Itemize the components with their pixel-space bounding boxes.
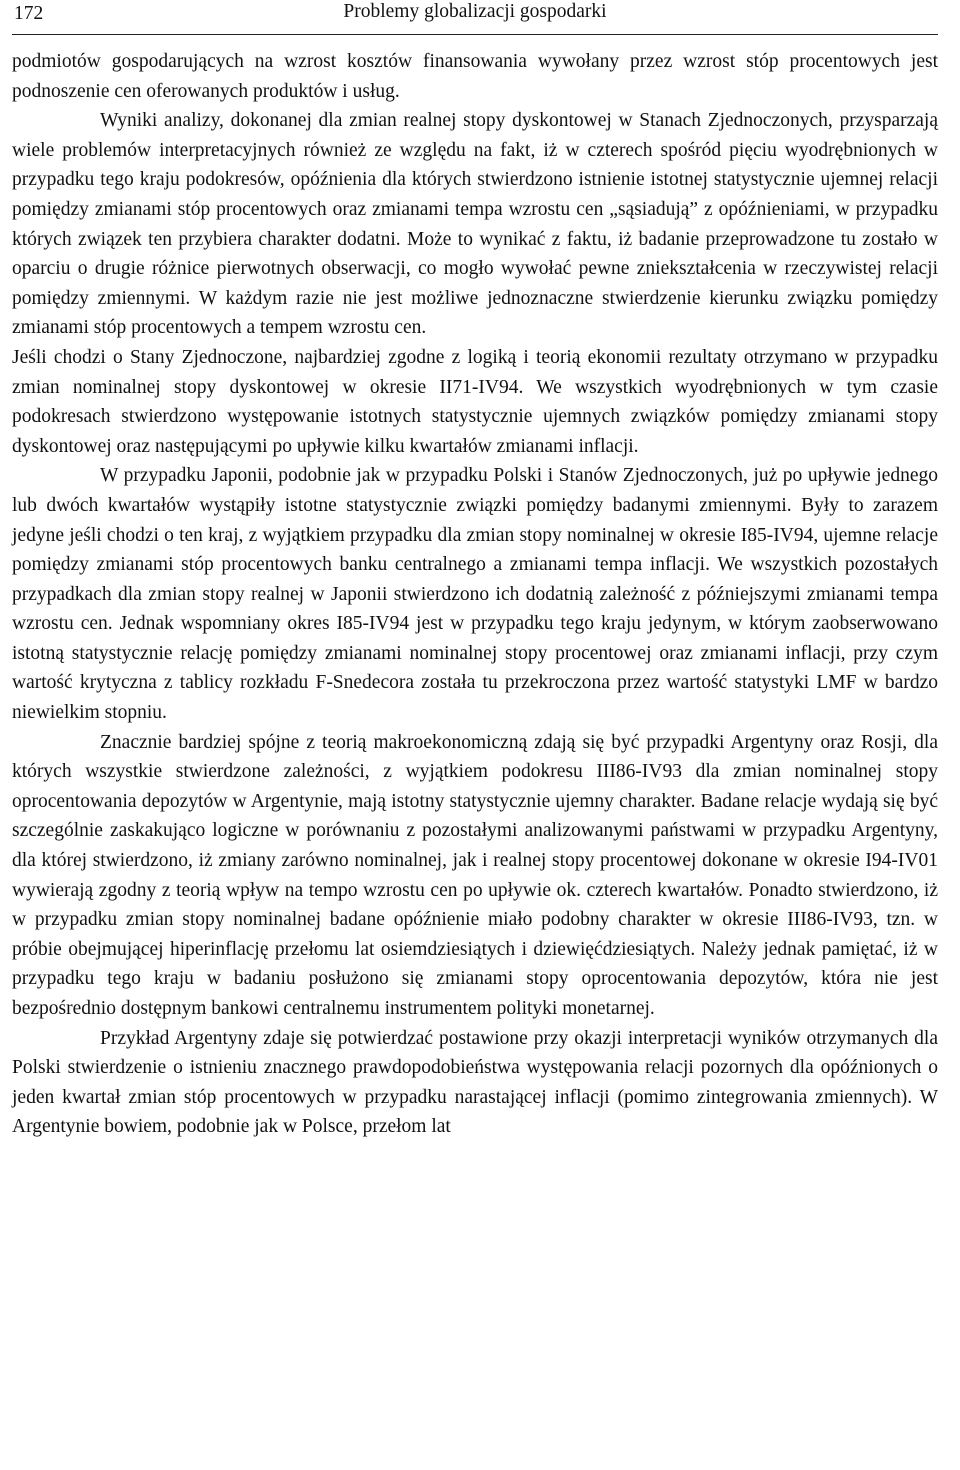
paragraph-5: Znacznie bardziej spójne z teorią makroekonomiczną zdają się być przypadki Argentyny oraz Rosji, dla których wszystkie stwierdzone zależności, z wyjątkiem podokresu III86-IV93 dla zmian nominalnej stopy oprocentowania depozytów w Argentynie, mają istotny statystycznie ujemny charakter. Badane relacje wydają się być szczególnie zaskakująco logiczne w porównaniu z pozostałymi analizowanymi państwami w przypadku Argentyny, dla której stwierdzono, iż zmiany zarówno nominalnej, jak i realnej stopy procentowej dokonane w okresie I94-IV01 wywierają zgodny z teorią wpływ na tempo wzrostu cen po upływie ok. czterech kwartałów. Ponadto stwierdzono, iż w przypadku zmian stopy nominalnej badane opóźnienie miało podobny charakter w okresie III86-IV93, tzn. w próbie obejmującej hiperinflację przełomu lat osiemdziesiątych i dziewięćdziesiątych. Należy jednak pamiętać, iż w przypadku tego kraju w badaniu posłużono się zmianami stopy oprocentowania depozytów, która nie jest bezpośrednio dostępnym bankowi centralnemu instrumentem polityki monetarnej. (12, 731, 938, 1019)
body-text (12, 35, 938, 1142)
page-number: 172 (14, 3, 44, 24)
paragraph-2: Wyniki analizy, dokonanej dla zmian realnej stopy dyskontowej w Stanach Zjednoczonych, przysparzają wiele problemów interpretacyjnych również ze względu na fakt, iż w czterech spośród pięciu wyodrębnionych w przypadku tego kraju podokresów, opóźnienia dla których stwierdzono istnienie istotnej statystycznie ujemnej relacji pomiędzy zmianami stóp procentowych oraz zmianami tempa wzrostu cen „sąsiadują” z opóźnieniami, w przypadku których związek ten przybiera charakter dodatni. Może to wynikać z faktu, iż badanie przeprowadzone tu zostało w oparciu o drugie różnice pierwotnych obserwacji, co mogło wywołać pewne zniekształcenia w rzeczywistej relacji pomiędzy zmiennymi. W każdym razie nie jest możliwe jednoznaczne stwierdzenie kierunku związku pomiędzy zmianami stóp procentowych a tempem wzrostu cen. (12, 110, 938, 339)
paragraph-6: Przykład Argentyny zdaje się potwierdzać postawione przy okazji interpretacji wyników otrzymanych dla Polski stwierdzenie o istnieniu znacznego prawdopodobieństwa występowania relacji pozornych dla opóźnionych o jeden kwartał zmian stóp procentowych w przypadku narastającej inflacji (pomimo zintegrowania zmiennych). W Argentynie bowiem, podobnie jak w Polsce, przełom lat (12, 1027, 938, 1138)
paragraph-1: podmiotów gospodarujących na wzrost kosztów finansowania wywołany przez wzrost stóp procentowych jest podnoszenie cen oferowanych produktów i usług. (12, 51, 938, 102)
paragraph-3: Jeśli chodzi o Stany Zjednoczone, najbardziej zgodne z logiką i teorią ekonomii rezultaty otrzymano w przypadku zmian nominalnej stopy dyskontowej w okresie II71-IV94. We wszystkich wyodrębnionych w tym czasie podokresach stwierdzono występowanie istotnych statystycznie ujemnych związków pomiędzy zmianami stopy dyskontowej oraz następującymi po upływie kilku kwartałów zmianami inflacji. (12, 346, 938, 457)
paragraph-4: W przypadku Japonii, podobnie jak w przypadku Polski i Stanów Zjednoczonych, już po upływie jednego lub dwóch kwartałów wystąpiły istotne statystycznie związki pomiędzy badanymi zmiennymi. Były to zarazem jedyne jeśli chodzi o ten kraj, z wyjątkiem przypadku dla zmian stopy nominalnej w okresie I85-IV94, ujemne relacje pomiędzy zmianami stóp procentowych banku centralnego a zmianami tempa inflacji. We wszystkich pozostałych przypadkach dla zmian stopy realnej w Japonii stwierdzono ich dodatnią zależność z późniejszymi zmianami tempa wzrostu cen. Jednak wspomniany okres I85-IV94 jest w przypadku tego kraju jedynym, w którym zaobserwowano istotną statystycznie relację pomiędzy zmianami nominalnej stopy procentowej oraz zmianami inflacji, przy czym wartość krytyczna z tablicy rozkładu F-Snedecora została tu przekroczona przez wartość statystyki LMF w bardzo niewielkim stopniu. (12, 465, 938, 724)
running-title: Problemy globalizacji gospodarki (343, 1, 607, 22)
page-header (12, 0, 938, 35)
document-page (12, 0, 938, 1470)
